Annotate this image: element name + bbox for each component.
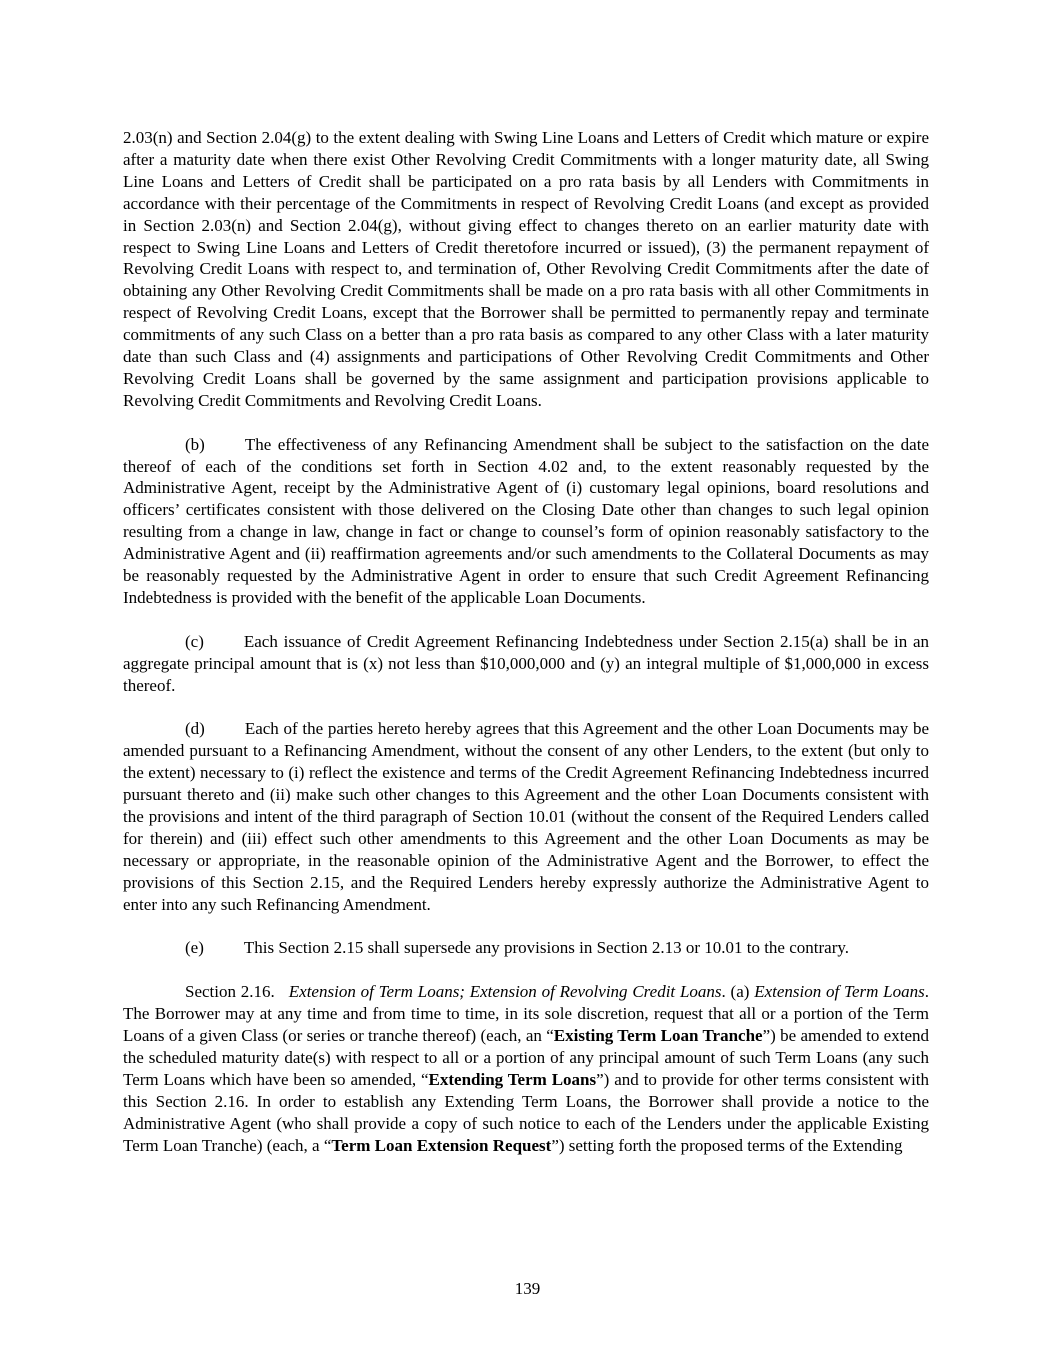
text-run: This Section 2.15 shall supersede any provisions in Section 2.13 or 10.01 to the contrary.	[243, 938, 850, 958]
text-run: Each issuance of Credit Agreement Refinancing Indebtedness under Section 2.15(a) shall be in an aggregate principal amount that is (x) not less than $10,000,000 and (y) an integral multiple of $1,000,000 in excess thereof.	[123, 631, 929, 695]
paragraph	[123, 127, 929, 412]
text-run: (d)	[185, 719, 205, 739]
tab-space	[204, 646, 244, 647]
page-number: 139	[514, 1279, 541, 1298]
paragraph	[123, 981, 929, 1156]
paragraph	[123, 937, 929, 959]
text-run: (b)	[185, 434, 205, 454]
tab-space	[205, 733, 245, 734]
paragraph	[123, 631, 929, 697]
text-run: . The Borrower may at any time and from time to time, in its sole discretion, request that all or a portion of the Term Loans of a given Class (or series or tranche thereof) (each, an “	[123, 982, 929, 1046]
text-run: Each of the parties hereto hereby agrees that this Agreement and the other Loan Documents may be amended pursuant to a Refinancing Amendment, without the consent of any other Lenders, to the extent (but only to the extent) necessary to (i) reflect the existence and terms of the Credit Agreement Refinancing Indebtedness incurred pursuant thereto and (ii) make such other changes to this Agreement and the other Loan Documents consistent with the provisions and intent of the third paragraph of Section 10.01 (without the consent of the Required Lenders called for therein) and (iii) effect such other amendments to this Agreement and the other Loan Documents as may be necessary or appropriate, in the reasonable opinion of the Administrative Agent and the Borrower, to effect the provisions of this Section 2.15, and the Required Lenders hereby expressly authorize the Administrative Agent to enter into any such Refinancing Amendment.	[123, 719, 929, 914]
text-run: ”) and to provide for other terms consistent with this Section 2.16. In order to establish any Extending Term Loans, the Borrower shall provide a notice to the Administrative Agent (who shall provide a copy of such notice to each of the Lenders under the applicable Existing Term Loan Tranche) (each, a “	[123, 1069, 930, 1155]
paragraph	[123, 718, 929, 915]
bold-text-run: Extending Term Loans	[428, 1069, 597, 1089]
text-run: . (a)	[721, 982, 755, 1002]
tab-space	[205, 449, 245, 450]
italic-text-run: Extension of Term Loans; Extension of Revolving Credit Loans	[288, 982, 722, 1002]
text-run: ”) setting forth the proposed terms of the Extending	[551, 1135, 903, 1155]
tab-space	[275, 996, 289, 997]
paragraph	[123, 434, 929, 609]
text-run: (e)	[185, 938, 204, 958]
text-run: The effectiveness of any Refinancing Amendment shall be subject to the satisfaction on the date thereof of each of the conditions set forth in Section 4.02 and, to the extent reasonably requested by the Administrative Agent, receipt by the Administrative Agent of (i) customary legal opinions, board resolutions and officers’ certificates consistent with those delivered on the Closing Date other than changes to such legal opinion resulting from a change in law, change in fact or change to counsel’s form of opinion reasonably satisfactory to the Administrative Agent and (ii) reaffirmation agreements and/or such amendments to the Collateral Documents as may be reasonably requested by the Administrative Agent in order to ensure that such Credit Agreement Refinancing Indebtedness is provided with the benefit of the applicable Loan Documents.	[123, 434, 929, 608]
tab-space	[204, 952, 244, 953]
bold-text-run: Term Loan Extension Request	[331, 1135, 552, 1155]
text-run: Section 2.16.	[185, 982, 275, 1002]
text-run: ”) be amended to extend the scheduled maturity date(s) with respect to all or a portion of any principal amount of such Term Loans (any such Term Loans which have been so amended, “	[123, 1026, 929, 1089]
document-body	[123, 127, 929, 1157]
bold-text-run: Existing Term Loan Tranche	[553, 1026, 763, 1046]
text-run: 2.03(n) and Section 2.04(g) to the extent dealing with Swing Line Loans and Letters of Credit which mature or expire after a maturity date when there exist Other Revolving Credit Commitments with a longer maturity date, all Swing Line Loans and Letters of Credit shall be participated on a pro rata basis by all Lenders with Commitments in accordance with their percentage of the Commitments in respect of Revolving Credit Loans (and except as provided in Section 2.03(n) and Section 2.04(g), without giving effect to changes thereto on an earlier maturity date with respect to Swing Line Loans and Letters of Credit theretofore incurred or issued), (3) the permanent repayment of Revolving Credit Loans with respect to, and termination of, Other Revolving Credit Commitments after the date of obtaining any Other Revolving Credit Commitments shall be made on a pro rata basis with all other Commitments in respect of Revolving Credit Loans, except that the Borrower shall be permitted to permanently repay and terminate commitments of any such Class on a better than a pro rata basis as compared to any other Class with a later maturity date than such Class and (4) assignments and participations of Other Revolving Credit Commitments and Other Revolving Credit Loans shall be governed by the same assignment and participation provisions applicable to Revolving Credit Commitments and Revolving Credit Loans.	[123, 128, 929, 410]
italic-text-run: Extension of Term Loans	[754, 982, 925, 1002]
text-run: (c)	[185, 631, 204, 651]
